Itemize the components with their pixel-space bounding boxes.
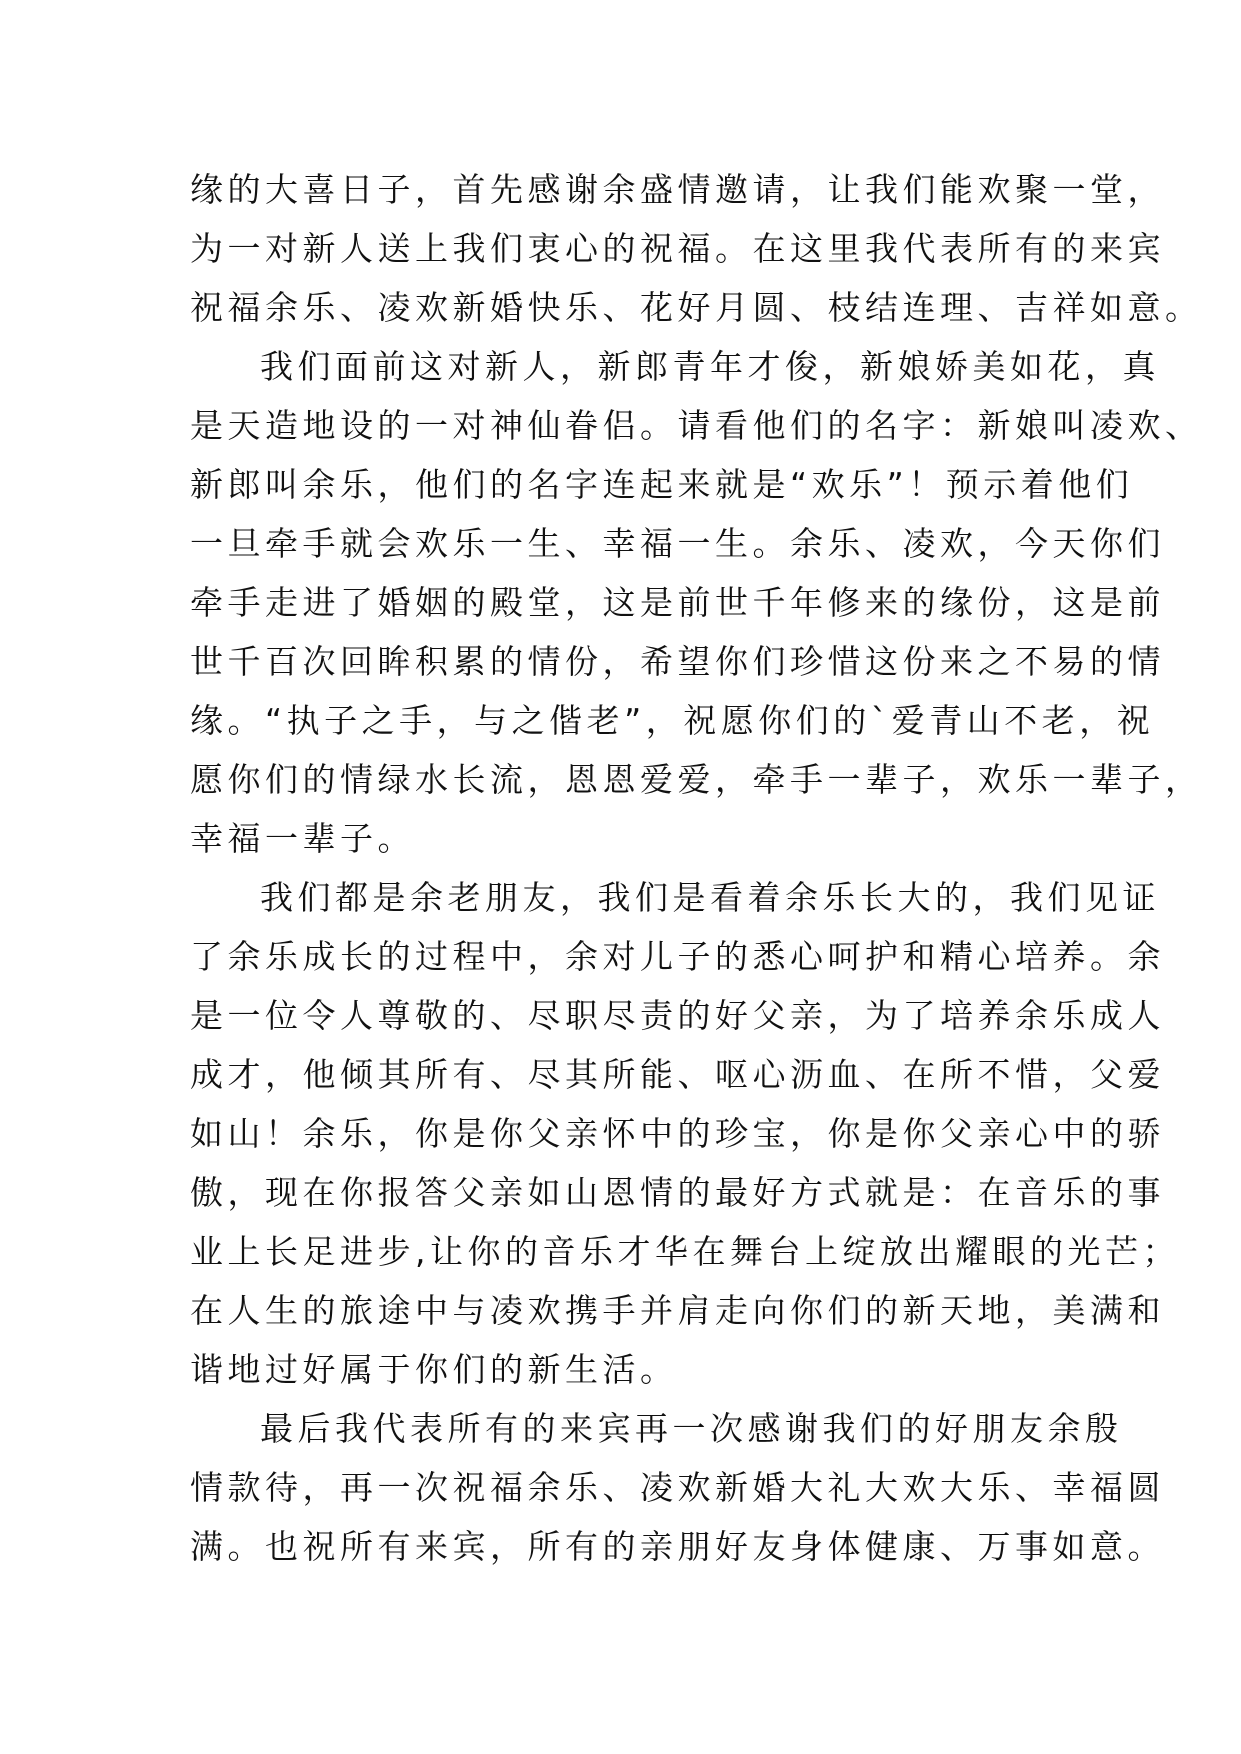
- text-line: 成才，他倾其所有、尽其所能、呕心沥血、在所不惜，父爱: [190, 1055, 1165, 1094]
- text-line: 幸福一辈子。: [190, 819, 415, 858]
- text-line: 缘的大喜日子，首先感谢余盛情邀请，让我们能欢聚一堂，: [190, 170, 1165, 209]
- text-line: 是天造地设的一对神仙眷侣。请看他们的名字：新娘叫凌欢、: [190, 406, 1203, 445]
- text-line: 如山！余乐，你是你父亲怀中的珍宝，你是你父亲心中的骄: [190, 1114, 1165, 1153]
- text-line: 祝福余乐、凌欢新婚快乐、花好月圆、枝结连理、吉祥如意。: [190, 288, 1203, 327]
- text-line: 满。也祝所有来宾，所有的亲朋好友身体健康、万事如意。: [190, 1527, 1165, 1566]
- paragraph-first-line: 我们都是余老朋友，我们是看着余乐长大的，我们见证: [260, 878, 1160, 917]
- text-line: 新郎叫余乐，他们的名字连起来就是“欢乐”！预示着他们: [190, 465, 1134, 504]
- text-line: 在人生的旅途中与凌欢携手并肩走向你们的新天地，美满和: [190, 1291, 1165, 1330]
- text-line: 了余乐成长的过程中，余对儿子的悉心呵护和精心培养。余: [190, 937, 1165, 976]
- text-line: 为一对新人送上我们衷心的祝福。在这里我代表所有的来宾: [190, 229, 1165, 268]
- text-line: 愿你们的情绿水长流，恩恩爱爱，牵手一辈子，欢乐一辈子，: [190, 760, 1203, 799]
- text-line: 牵手走进了婚姻的殿堂，这是前世千年修来的缘份，这是前: [190, 583, 1165, 622]
- text-line: 一旦牵手就会欢乐一生、幸福一生。余乐、凌欢，今天你们: [190, 524, 1165, 563]
- text-line: 情款待，再一次祝福余乐、凌欢新婚大礼大欢大乐、幸福圆: [190, 1468, 1165, 1507]
- paragraph-first-line: 最后我代表所有的来宾再一次感谢我们的好朋友余殷: [260, 1409, 1123, 1448]
- text-line: 世千百次回眸积累的情份，希望你们珍惜这份来之不易的情: [190, 642, 1165, 681]
- text-line: 业上长足进步,让你的音乐才华在舞台上绽放出耀眼的光芒；: [190, 1232, 1180, 1271]
- text-line: 缘。“执子之手，与之偕老”，祝愿你们的`爱青山不老，祝: [190, 701, 1155, 740]
- text-line: 傲，现在你报答父亲如山恩情的最好方式就是：在音乐的事: [190, 1173, 1165, 1212]
- text-line: 是一位令人尊敬的、尽职尽责的好父亲，为了培养余乐成人: [190, 996, 1165, 1035]
- document-body: [190, 160, 1203, 1576]
- text-line: 谐地过好属于你们的新生活。: [190, 1350, 678, 1389]
- paragraph-first-line: 我们面前这对新人，新郎青年才俊，新娘娇美如花，真: [260, 347, 1160, 386]
